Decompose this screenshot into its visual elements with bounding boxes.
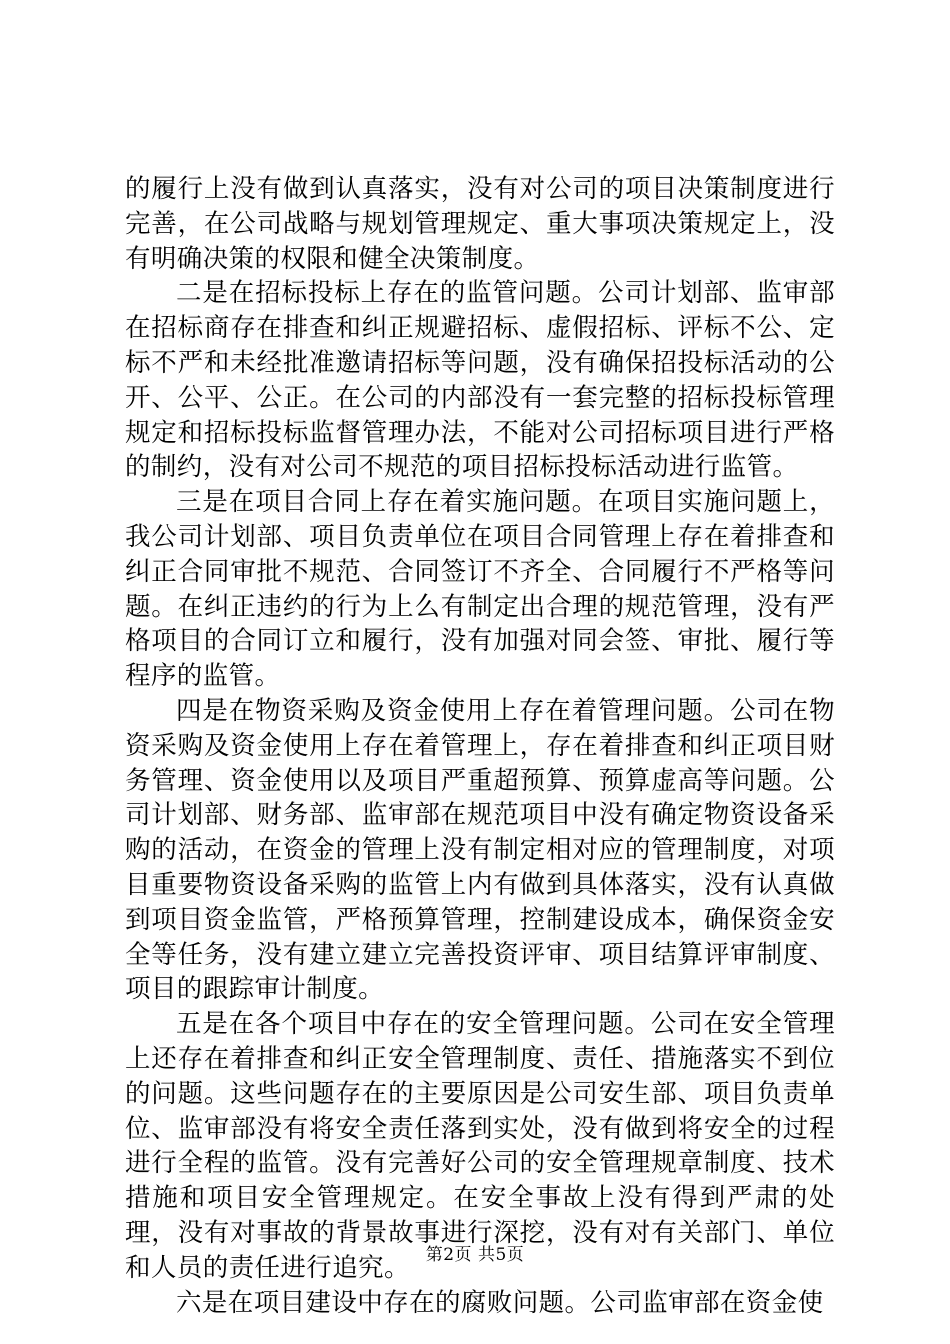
- document-body: [125, 172, 835, 1320]
- paragraph-6: 六是在项目建设中存在的腐败问题。公司监审部在资金使: [176, 1287, 824, 1318]
- paragraph-3: 三是在项目合同上存在着实施问题。在项目实施问题上，我公司计划部、项目负责单位在项目合同管理上存在着排查和纠正合同审批不规范、合同签订不齐全、合同履行不严格等问题。在纠正违约的行为上么有制定出合理的规范管理，没有严格项目的合同订立和履行，没有加强对同会签、审批、履行等程序的监管。: [125, 487, 835, 692]
- paragraph-2: 二是在招标投标上存在的监管问题。公司计划部、监审部在招标商存在排查和纠正规避招标、虚假招标、评标不公、定标不严和未经批准邀请招标等问题，没有确保招投标活动的公开、公平、公正。在公司的内部没有一套完整的招标投标管理规定和招标投标监督管理办法，不能对公司招标项目进行严格的制约，没有对公司不规范的项目招标投标活动进行监管。: [125, 278, 835, 483]
- page-footer: 第2页 共5页: [425, 1245, 525, 1265]
- paragraph-5: 五是在各个项目中存在的安全管理问题。公司在安全管理上还存在着排查和纠正安全管理制度、责任、措施落实不到位的问题。这些问题存在的主要原因是公司安生部、项目负责单位、监审部没有将安全责任落到实处，没有做到将安全的过程进行全程的监管。没有完善好公司的安全管理规章制度、技术措施和项目安全管理规定。在安全事故上没有得到严肃的处理，没有对事故的背景故事进行深挖，没有对有关部门、单位和人员的责任进行追究。: [125, 1009, 835, 1283]
- paragraph-1: 的履行上没有做到认真落实，没有对公司的项目决策制度进行完善，在公司战略与规划管理规定、重大事项决策规定上，没有明确决策的权限和健全决策制度。: [125, 174, 835, 274]
- paragraph-4: 四是在物资采购及资金使用上存在着管理问题。公司在物资采购及资金使用上存在着管理上，存在着排查和纠正项目财务管理、资金使用以及项目严重超预算、预算虚高等问题。公司计划部、财务部、监审部在规范项目中没有确定物资设备采购的活动，在资金的管理上没有制定相对应的管理制度，对项目重要物资设备采购的监管上内有做到具体落实，没有认真做到项目资金监管，严格预算管理，控制建设成本，确保资金安全等任务，没有建立建立完善投资评审、项目结算评审制度、项目的跟踪审计制度。: [125, 695, 835, 1005]
